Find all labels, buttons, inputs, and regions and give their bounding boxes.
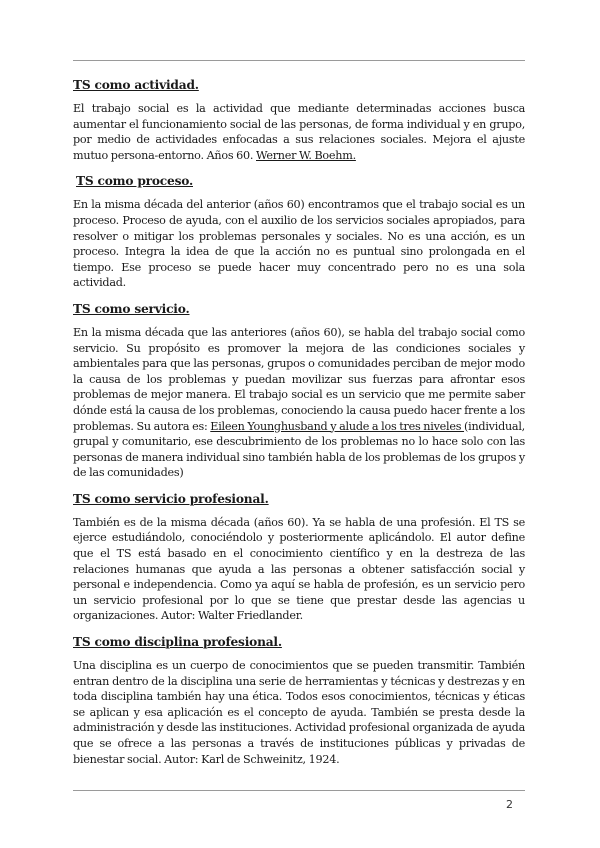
section-heading-actividad: TS como actividad. (73, 78, 199, 92)
paragraph-text: En la misma década que las anteriores (años 60), se habla del trabajo social como servicio. Su propósito es promover la mejora de las condiciones sociales y ambientales para que las personas, grupos o comunidades perciban de mejor modo la causa de los problemas y puedan movilizar sus fuerzas para afrontar esos problemas de mejor manera. El trabajo social es un servicio que me permite saber dónde está la causa de los problemas, conociendo la causa puedo hacer frente a los problemas. Su autora es: (73, 325, 525, 433)
section-heading-servicio-profesional: TS como servicio profesional. (73, 491, 269, 506)
document-body (73, 76, 525, 776)
section-paragraph-servicio-profesional: También es de la misma década (años 60). Ya se habla de una profesión. El TS se ejerce estudiándolo, conociéndolo y posteriormente aplicándolo. El autor define que el TS está basado en el conocimiento científico y en la destreza de las relaciones humanas que ayuda a las personas a obtener satisfacción social y personal e independencia. Como ya aquí se habla de profesión, es un servicio pero un servicio profesional por lo que se tiene que prestar desde las agencias u organizaciones. Autor: Walter Friedlander. (73, 515, 525, 623)
section-heading-proceso: TS como proceso. (76, 174, 193, 189)
section-heading-servicio: TS como servicio. (73, 301, 190, 316)
section-heading-disciplina-profesional: TS como disciplina profesional. (73, 635, 282, 650)
section-paragraph-servicio (73, 325, 525, 481)
author-reference: Eileen Younghusband y alude a los tres niveles (210, 419, 465, 433)
footer-rule (73, 790, 525, 791)
paragraph-text-continued: (individual, grupal y comunitario, ese descubrimiento de los problemas no lo hace solo con las personas de manera individual sino también habla de los problemas de los grupos y de las comunidades) (73, 419, 525, 480)
header-rule (73, 60, 525, 61)
section-paragraph-disciplina-profesional: Una disciplina es un cuerpo de conocimientos que se pueden transmitir. También entran dentro de la disciplina una serie de herramientas y técnicas y destrezas y en toda disciplina también hay una ética. Todos esos conocimientos, técnicas y éticas se aplican y esa aplicación es el concepto de ayuda. También se presta desde la administración y desde las instituciones. Actividad profesional organizada de ayuda que se ofrece a las personas a través de instituciones públicas y privadas de bienestar social. Autor: Karl de Schweinitz, 1924. (73, 659, 525, 766)
section-paragraph-actividad (73, 101, 525, 163)
paragraph-text: El trabajo social es la actividad que mediante determinadas acciones busca aumentar el funcionamiento social de las personas, de forma individual y en grupo, por medio de actividades enfocadas a sus relaciones sociales. Mejora el ajuste mutuo persona-entorno. Años 60. (73, 102, 525, 162)
page-number: 2 (506, 798, 513, 811)
author-reference: Werner W. Boehm. (256, 148, 356, 162)
section-paragraph-proceso: En la misma década del anterior (años 60) encontramos que el trabajo social es un proceso. Proceso de ayuda, con el auxilio de los servicios sociales apropiados, para resolver o mitigar los problemas personales y sociales. No es una acción, es un proceso. Integra la idea de que la acción no es puntual sino prolongada en el tiempo. Ese proceso se puede hacer muy concentrado pero no es una sola actividad. (73, 198, 525, 290)
